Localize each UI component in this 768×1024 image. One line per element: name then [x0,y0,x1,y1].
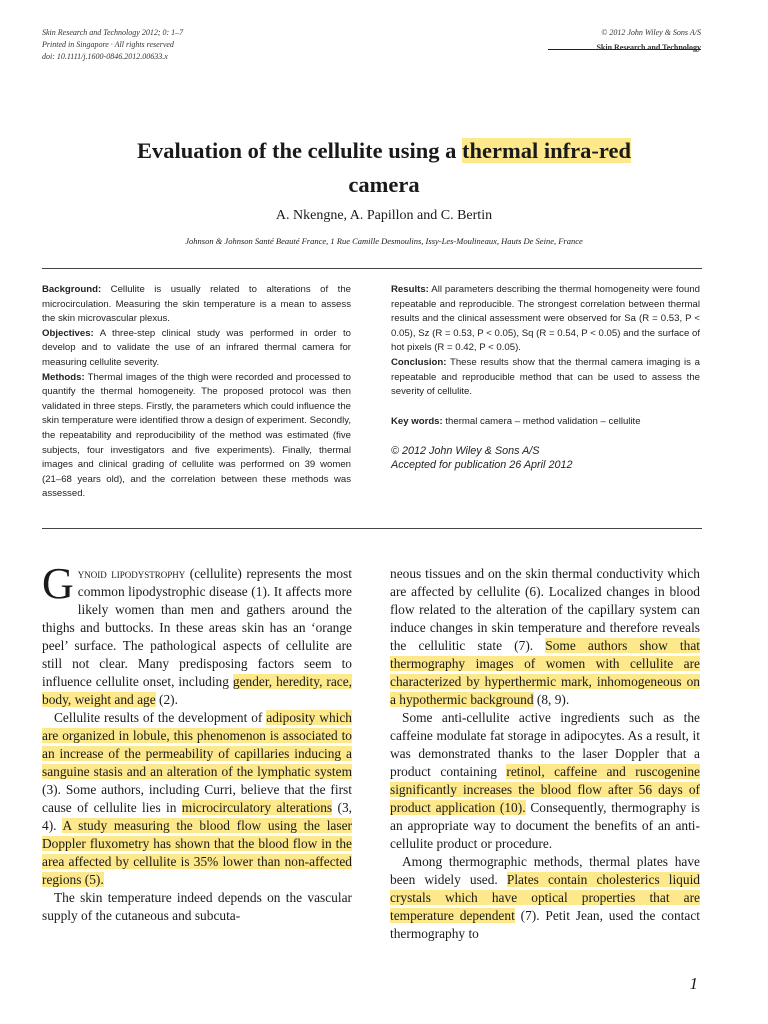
body-paragraph-6 [390,853,700,943]
background-label: Background: [42,284,102,295]
doi-line: doi: 10.1111/j.1600-0846.2012.00633.x [42,52,168,61]
abstract-background [42,283,351,327]
text-run: neous tissues and on the skin thermal conductivity which are affected by cellulite (6). Localized changes in blood flow related to the alteration of the capillary system can induce changes in skin temperature and therefore reveals the cellulitic state (7). [390,566,700,653]
body-paragraph-4 [390,565,700,709]
text-run: (3). Some authors, including Curri, believe that the first cause of cellulite lies in [42,782,352,815]
body-right-column [390,565,700,943]
authors: A. Nkengne, A. Papillon and C. Bertin [275,208,493,223]
article-title [40,134,728,202]
body-paragraph-1 [42,559,352,709]
abstract-right-column [391,283,700,472]
methods-text: Thermal images of the thigh were recorded and processed to quantify the thermal homogeneity. The proposed protocol was then validated in three steps. Firstly, the parameters which could influence the skin temperature were identified throw a design of experiment. Secondly, the repeatability and reproducibility of the method was estimated (five subjects, four investigators and five experiments). Finally, thermal images and clinical grading of cellulite was performed on 39 women (21–68 years old), and the correlation between these methods was assessed. [42,371,351,500]
header-rule [548,49,701,50]
objectives-text: A three-step clinical study was performed in order to develop and to validate the use of an infrared thermal camera for measuring cellulite severity. [42,327,351,368]
title-highlight: thermal infra-red [462,138,631,163]
text-run: Some anti-cellulite active ingredients such as the caffeine modulate fat storage in adipocytes. As a result, it was demonstrated thanks to the laser Doppler that a product containing [390,710,700,779]
highlight: microcirculatory alterations [181,800,333,815]
lead-in-smallcaps: ynoid lipodystrophy [77,566,186,581]
conclusion-label: Conclusion: [391,356,447,368]
abstract-copyright: © 2012 John Wiley & Sons A/S [391,445,540,458]
drop-cap: G [42,559,74,608]
body-paragraph-3: The skin temperature indeed depends on the vascular supply of the cutaneous and subcuta- [42,890,352,923]
affiliation: Johnson & Johnson Santé Beauté France, 1 Rue Camille Desmoulins, Issy-Les-Moulineaux, Hauts De Seine, France [185,236,583,246]
text-run: (2). [155,692,178,707]
abstract-conclusion [391,356,700,400]
abstract-copyright-block [391,444,700,472]
printed-line: Printed in Singapore · All rights reserved [42,40,174,49]
text-run: (3, 4). [42,800,352,833]
body-left-column [42,559,352,925]
abstract-methods [42,371,351,502]
highlight: Some authors show that thermography images of women with cellulite are characterized by hyperthermic mark, inhomogeneous on a hypothermic background [390,638,700,707]
body-paragraph-5 [390,709,700,853]
text-run: Consequently, thermography is an appropriate way to document the benefits of an anti-cellulite product or procedure. [390,800,700,851]
title-part-1: Evaluation of the cellulite using a [137,138,463,163]
results-text: All parameters describing the thermal homogeneity were found repeatable and reproducible. The strongest correlation between thermal results and the clinical assessment were observed for Sa (R = 0.53, P < 0.05), Sz (R = 0.53, P < 0.05), Sq (R = 0.54, P < 0.05) and the surface of hot pixels (R = 0.42, P < 0.05). [391,284,700,354]
abstract-left-column [42,283,351,502]
journal-citation: Skin Research and Technology 2012; 0: 1–7 [42,28,184,37]
objectives-label: Objectives: [42,327,94,339]
highlight: A study measuring the blood flow using the laser Doppler fluxometry has shown that the blood flow in the area affected by cellulite is 35% lower than non-affected regions (5). [42,818,352,887]
background-text: Cellulite is usually related to alterations of the microcirculation. Measuring the skin temperature is a mean to assess the skin microvascular plexus. [42,284,351,325]
highlight: adiposity which are organized in lobule, this phenomenon is associated to an increase of the permeability of capillaries inducing a sanguine stasis and an alteration of the lymphatic system [42,710,352,779]
text-run: (8, 9). [533,692,570,707]
abstract-top-rule [42,268,702,269]
results-label: Results: [391,284,429,295]
abstract-bottom-rule [42,528,702,529]
highlight: retinol, caffeine and ruscogenine significantly increases the blood flow after 56 days of product application (10). [390,764,700,815]
accepted-date: Accepted for publication 26 April 2012 [391,459,573,472]
body-paragraph-2 [42,709,352,889]
title-part-2: camera [348,172,420,197]
header-journal-name: Skin Research and Technology [596,43,701,52]
running-header-left [42,27,183,63]
text-run: Among thermographic methods, thermal plates have been widely used. [390,854,700,887]
text-run: Cellulite results of the development of [54,710,267,725]
header-copyright: © 2012 John Wiley & Sons A/S [601,28,701,37]
keywords [391,415,700,430]
conclusion-text: These results show that the thermal camera imaging is a repeatable and reproducible method that can be used to assess the severity of cellulite. [391,356,700,398]
text-run: (7). Petit Jean, used the contact thermography to [390,908,700,941]
keywords-label: Key words: [391,415,443,427]
abstract-results [391,283,700,356]
highlight: Plates contain cholesterics liquid crystals which have optical properties that are temperature dependent [390,872,700,923]
methods-label: Methods: [42,371,85,383]
keywords-text: thermal camera – method validation – cellulite [442,415,641,427]
abstract-objectives [42,327,351,371]
text-run: (cellulite) represents the most common lipodystrophic disease (1). It affects more likely women than men and gathers around the thighs and buttocks. In these areas skin has an ‘orange peel’ surface. The pathological aspects of cellulite are still not clear. Many predisposing factors seem to influence cellulite onset, including [42,566,352,689]
page-number: 1 [689,974,698,993]
highlight: gender, heredity, race, body, weight and age [42,674,352,707]
